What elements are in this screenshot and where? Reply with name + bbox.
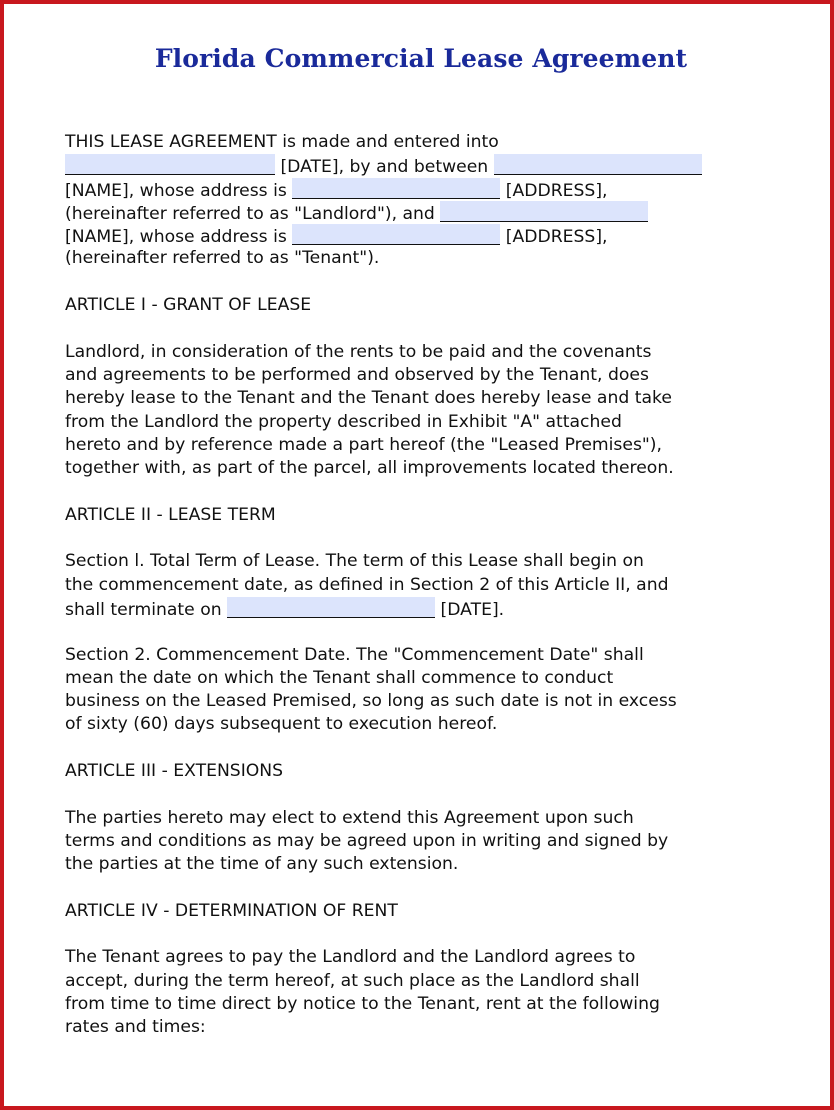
article-line: business on the Leased Premised, so long as such date is not in excess: [65, 691, 677, 712]
article-line: from the Landlord the property described in Exhibit "A" attached: [65, 411, 622, 432]
intro-line: THIS LEASE AGREEMENT is made and entered into: [65, 132, 499, 152]
intro-line: [65, 201, 765, 224]
intro-text: [DATE], by and between: [280, 157, 489, 178]
document-body: [65, 131, 765, 1040]
article-line: The Tenant agrees to pay the Landlord and the Landlord agrees to: [65, 947, 636, 968]
intro-line: [65, 178, 765, 201]
article-line: Section 2. Commencement Date. The "Commencement Date" shall: [65, 644, 644, 665]
article-line: hereto and by reference made a part hereof (the "Leased Premises"),: [65, 434, 662, 455]
landlord-name-field[interactable]: [494, 154, 702, 175]
landlord-address-field[interactable]: [292, 178, 500, 199]
article-line: from time to time direct by notice to the Tenant, rent at the following: [65, 993, 660, 1014]
article-line: hereby lease to the Tenant and the Tenant does hereby lease and take: [65, 388, 672, 409]
article-line: and agreements to be performed and observed by the Tenant, does: [65, 364, 649, 385]
article-line: mean the date on which the Tenant shall commence to conduct: [65, 667, 614, 688]
document-title: Florida Commercial Lease Agreement: [154, 44, 688, 73]
intro-line: [65, 224, 765, 247]
article-line: Landlord, in consideration of the rents to be paid and the covenants: [65, 341, 652, 362]
article-line: of sixty (60) days subsequent to execution hereof.: [65, 714, 498, 735]
article-heading: ARTICLE IV - DETERMINATION OF RENT: [65, 900, 398, 921]
article-line: together with, as part of the parcel, all improvements located thereon.: [65, 458, 674, 479]
termination-date-field[interactable]: [227, 597, 435, 618]
article-heading: ARTICLE III - EXTENSIONS: [65, 761, 284, 782]
intro-line: (hereinafter referred to as "Tenant").: [65, 248, 380, 269]
article-heading: ARTICLE I - GRANT OF LEASE: [65, 295, 312, 316]
article-line: the parties at the time of any such extension.: [65, 854, 459, 875]
article-text: shall terminate on: [65, 599, 222, 620]
intro-text: [NAME], whose address is: [65, 180, 287, 201]
intro-line: [65, 154, 765, 177]
article-line: Section l. Total Term of Lease. The term of this Lease shall begin on: [65, 551, 644, 572]
intro-text: [ADDRESS],: [505, 180, 608, 201]
article-line: rates and times:: [65, 1017, 206, 1038]
intro-text: (hereinafter referred to as "Landlord"), and: [65, 203, 435, 224]
intro-text: [ADDRESS],: [505, 227, 608, 248]
tenant-name-field[interactable]: [440, 201, 648, 222]
tenant-address-field[interactable]: [292, 224, 500, 245]
article-line: [65, 597, 765, 620]
article-heading: ARTICLE II - LEASE TERM: [65, 504, 276, 525]
article-line: terms and conditions as may be agreed upon in writing and signed by: [65, 830, 669, 851]
article-text: [DATE].: [440, 599, 505, 620]
intro-text: [NAME], whose address is: [65, 227, 287, 248]
article-line: The parties hereto may elect to extend this Agreement upon such: [65, 807, 634, 828]
article-line: the commencement date, as defined in Section 2 of this Article II, and: [65, 574, 669, 595]
article-line: accept, during the term hereof, at such place as the Landlord shall: [65, 970, 640, 991]
date-field[interactable]: [65, 154, 275, 175]
